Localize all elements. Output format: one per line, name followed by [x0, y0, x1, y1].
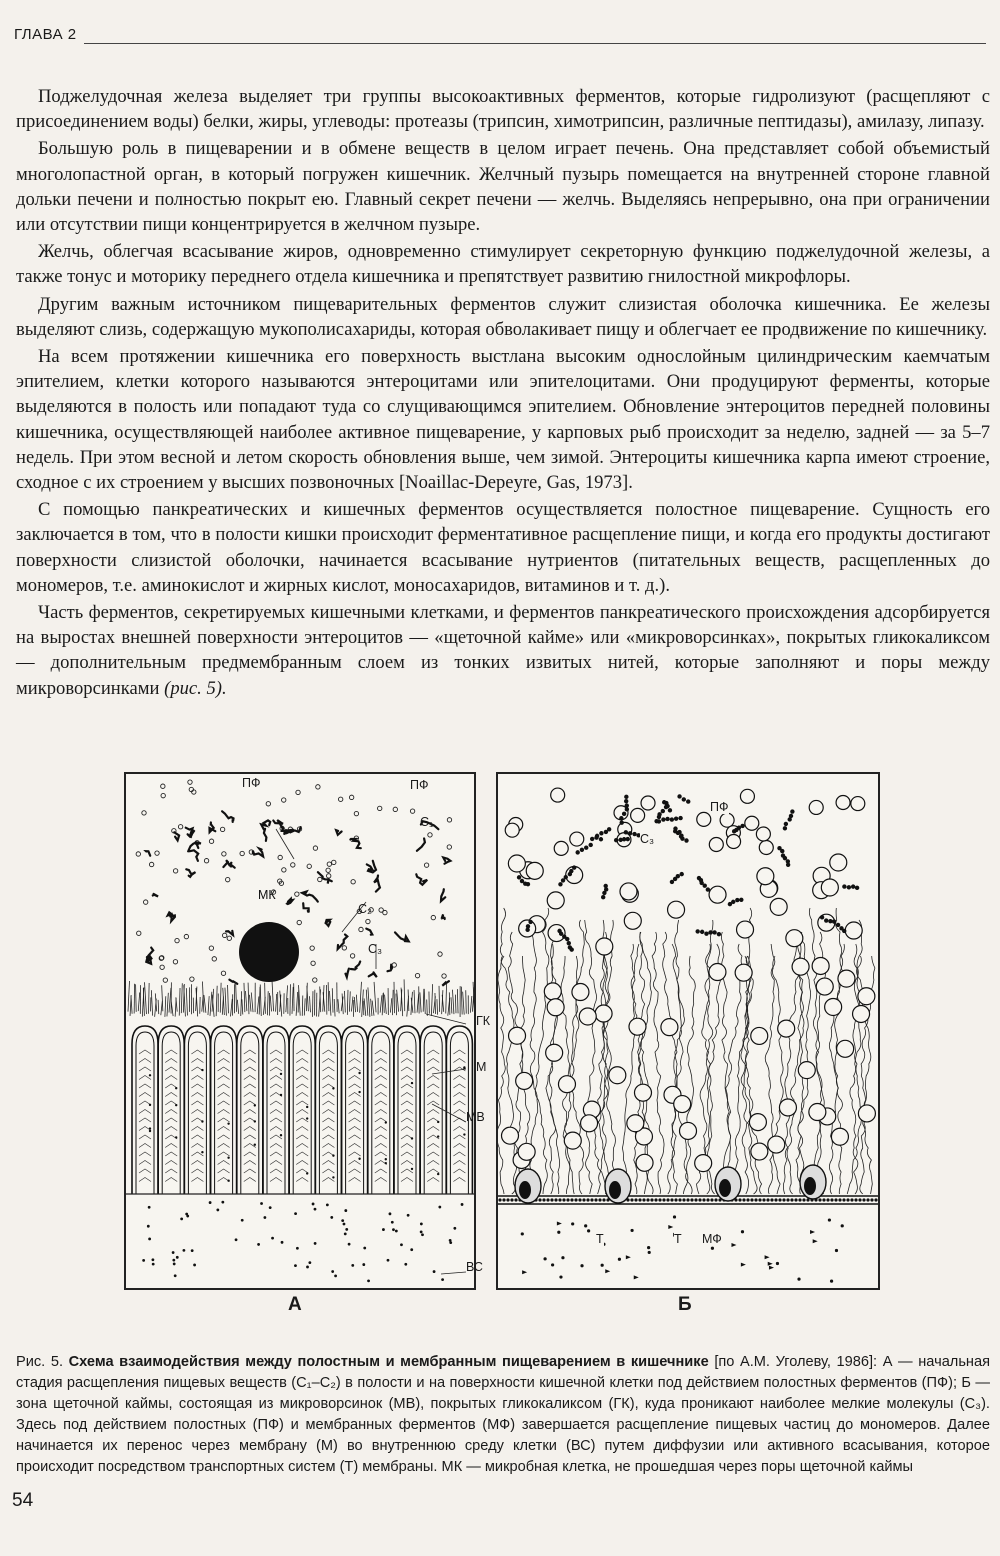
label-m: М — [476, 1060, 487, 1074]
label-c2: C₂ — [358, 902, 372, 916]
caption-text: [по А.М. Уголеву, 1986]: А — начальная стадия расщепления пищевых веществ (C₁–C₂) в полости и на поверхности кишечной клетки под действием полостных ферментов (ПФ); Б — зона щеточной каймы, состоящая из микроворсинок (МВ), покрытых гликокаликсом (ГК), куда проникают наиболее мелкие молекулы (C₃). Здесь под действием полостных (ПФ) и мембранных ферментов (МФ) завершается расщепление пищевых частиц до мономеров. Далее начинается их перенос через мембрану (М) во внутреннюю среду клетки (ВС) путем диффузии или активного всасывания, которое происходит посредством транспортных систем (Т) мембраны. МК — микробная клетка, не прошедшая через поры щеточной каймы — [16, 1354, 991, 1475]
page-number: 54 — [12, 1490, 34, 1511]
label-pf: ПФ — [710, 800, 729, 814]
figure-5 — [120, 770, 880, 1330]
paragraph: Большую роль в пищеварении и в обмене веществ в целом играет печень. Она представляет собой объемистый многолопастной орган, в который погружен кишечник. Желчный пузырь помещается на внутренней стороне главной дольки печени и полностью покрыт ею. Главный секрет печени — желчь. Выделяясь непрерывно, она при ограничении или отсутствии пищи концентрируется в желчном пузыре. — [16, 138, 990, 236]
paragraph: Поджелудочная железа выделяет три группы высокоактивных ферментов, которые гидролизуют (расщепляют с присоединением воды) белки, жиры, углеводы: протеазы (трипсин, химотрипсин, различные пептидазы), амилазу, липазу. — [16, 86, 990, 133]
panel-a-illustration — [126, 774, 474, 1288]
paragraph: Желчь, облегчая всасывание жиров, одновременно стимулирует секреторную функцию поджелудочной железы, а также тонус и моторику переднего отдела кишечника и препятствует развитию гнилостной микрофлоры. — [16, 241, 990, 288]
caption-prefix: Рис. 5. — [16, 1354, 64, 1370]
label-gk: ГК — [476, 1014, 491, 1028]
body-text — [16, 84, 990, 703]
page-header — [14, 26, 986, 48]
label-pf: ПФ — [410, 778, 429, 792]
paragraph-last — [16, 600, 990, 701]
caption-title: Схема взаимодействия между полостным и мембранным пищеварением в кишечнике — [68, 1354, 709, 1370]
panel-a — [124, 772, 476, 1315]
label-c3: C₃ — [640, 832, 655, 846]
panel-b — [496, 772, 880, 1315]
figure-reference: (рис. 5). — [164, 677, 227, 699]
label-c1: C₁ — [420, 815, 434, 829]
label-t: Т — [596, 1232, 604, 1246]
label-mk: МК — [258, 888, 276, 902]
panel-b-letter: Б — [678, 1294, 692, 1315]
label-vs: ВС — [466, 1260, 483, 1274]
label-pf: ПФ — [242, 776, 261, 790]
panel-a-letter: А — [288, 1294, 302, 1315]
header-rule — [84, 43, 986, 44]
microbial-cell — [239, 922, 299, 982]
paragraph: На всем протяжении кишечника его поверхность выстлана высоким однослойным цилиндрическим каемчатым эпителием, клетки которого называются энтероцитами или эпителоцитами. Они продуцируют ферменты, которые выделяются в полость или попадают туда со слущивающимся эпителием. Обновление энтероцитов передней половины кишечника, осуществляющей наиболее активное пищеварение, у карповых рыб происходит за неделю, задней — за 5–7 недель. При этом весной и летом скорость обновления выше, чем зимой. Энтероциты кишечника карпа имеют строение, сходное с их строением у высших позвоночных [Noaillac-Depeyre, Gas, 1973]. — [16, 346, 990, 494]
paragraph: Другим важным источником пищеварительных ферментов служит слизистая оболочка кишечника. Ее железы выделяют слизь, содержащую мукополисахариды, которая обволакивает пищу и облегчает ее продвижение по кишечнику. — [16, 293, 990, 340]
figure-caption — [16, 1352, 990, 1478]
paragraph-text: Часть ферментов, секретируемых кишечными клетками, и ферментов панкреатического происхождения адсорбируется на выростах внешней поверхности энтероцитов — «щеточной кайме» или «микроворсинках», покрытых гликокаликсом — дополнительным предмембранным слоем из тонких извитых нитей, которые заполняют и поры между микроворсинками — [16, 602, 990, 699]
label-mf: МФ — [702, 1232, 722, 1246]
label-mv: МВ — [466, 1110, 485, 1124]
chapter-title: ГЛАВА 2 — [14, 26, 77, 43]
panel-b-illustration — [498, 774, 878, 1288]
label-t: Т — [674, 1232, 682, 1246]
paragraph: С помощью панкреатических и кишечных ферментов осуществляется полостное пищеварение. Сущность его заключается в том, что в полости кишки происходит ферментативное расщепление пищи, и когда его продукты достигают поверхности слизистой оболочки, начинается всасывание нутриентов (питательных веществ, расщепленных до мономеров, т.е. аминокислот и жирных кислот, моносахаридов, витаминов и т. д.). — [16, 499, 990, 596]
label-c3: C₃ — [368, 942, 383, 956]
